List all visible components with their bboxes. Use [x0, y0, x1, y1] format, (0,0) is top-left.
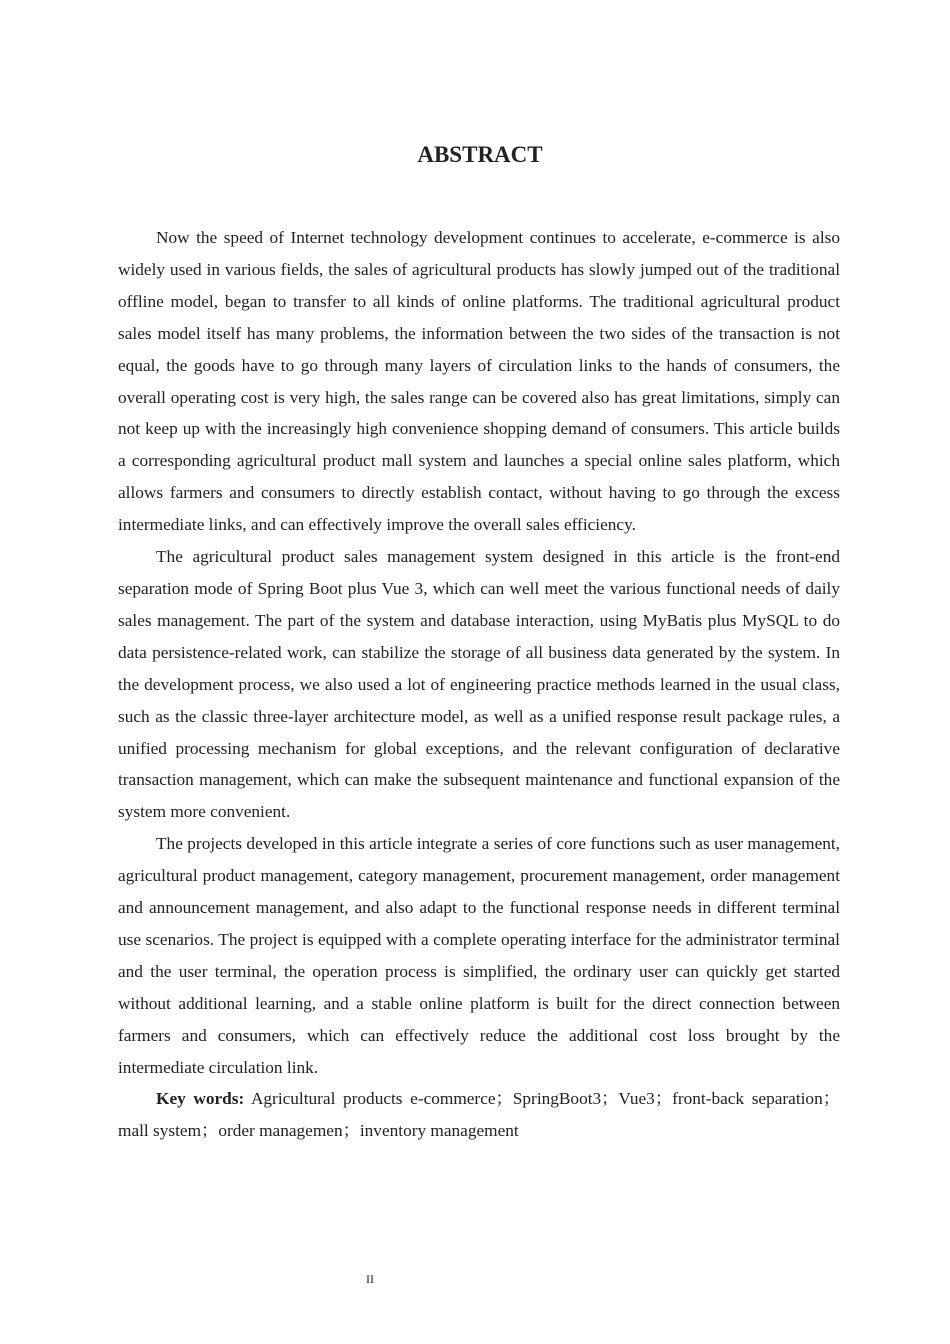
keywords-paragraph [118, 1083, 840, 1147]
abstract-paragraph-3: The projects developed in this article integrate a series of core functions such as user management, agricultural product management, category management, procurement management, order management and announcement management, and also adapt to the functional response needs in different terminal use scenarios. The project is equipped with a complete operating interface for the administrator terminal and the user terminal, the operation process is simplified, the ordinary user can quickly get started without additional learning, and a stable online platform is built for the direct connection between farmers and consumers, which can effectively reduce the additional cost loss brought by the intermediate circulation link. [118, 834, 840, 1077]
keywords-label: Key words: [156, 1089, 245, 1109]
abstract-paragraph-1: Now the speed of Internet technology development continues to accelerate, e-commerce is also widely used in various fields, the sales of agricultural products has slowly jumped out of the traditional offline model, began to transfer to all kinds of online platforms. The traditional agricultural product sales model itself has many problems, the information between the two sides of the transaction is not equal, the goods have to go through many layers of circulation links to the hands of consumers, the overall operating cost is very high, the sales range can be covered also has great limitations, simply can not keep up with the increasingly high convenience shopping demand of consumers. This article builds a corresponding agricultural product mall system and launches a special online sales platform, which allows farmers and consumers to directly establish contact, without having to go through the excess intermediate links, and can effectively improve the overall sales efficiency. [118, 228, 840, 535]
abstract-paragraph-2: The agricultural product sales management system designed in this article is the front-end separation mode of Spring Boot plus Vue 3, which can well meet the various functional needs of daily sales management. The part of the system and database interaction, using MyBatis plus MySQL to do data persistence-related work, can stabilize the storage of all business data generated by the system. In the development process, we also used a lot of engineering practice methods learned in the usual class, such as the classic three-layer architecture model, as well as a unified response result package rules, a unified processing mechanism for global exceptions, and the relevant configuration of declarative transaction management, which can make the subsequent maintenance and functional expansion of the system more convenient. [118, 547, 840, 822]
abstract-title: ABSTRACT [417, 142, 543, 167]
abstract-body [118, 222, 840, 1147]
page-number: II [366, 1272, 374, 1286]
keywords-list: Agricultural products e-commerce；SpringBoot3；Vue3；front-back separation；mall system；order managemen；inventory management [118, 1089, 840, 1141]
